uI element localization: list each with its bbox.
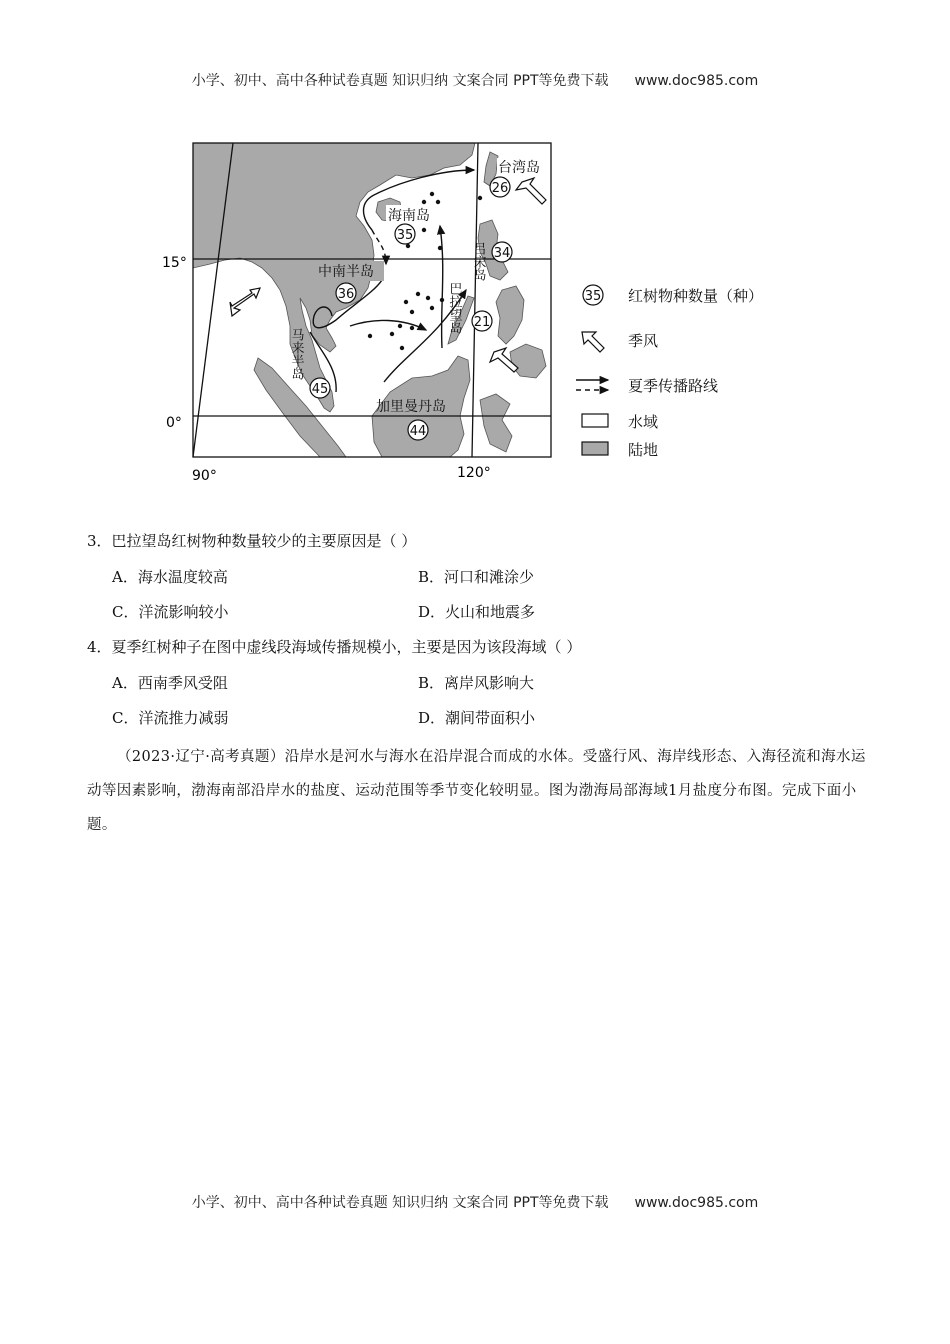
count-palawan: 21	[473, 315, 491, 330]
legend-water-icon	[582, 414, 608, 427]
label-palawan: 巴拉望岛	[446, 282, 462, 334]
question-4-option-c[interactable]: C．洋流推力减弱	[112, 709, 229, 727]
count-kalimantan: 44	[409, 424, 427, 439]
count-indochina: 36	[337, 287, 355, 302]
legend-circle-number: 35	[584, 289, 602, 304]
question-3-option-c[interactable]: C．洋流影响较小	[112, 603, 229, 621]
lat-label-0: 0°	[166, 415, 182, 431]
label-luzon: 吕宋岛	[470, 242, 486, 281]
question-4-option-b[interactable]: B．离岸风影响大	[418, 674, 535, 692]
label-malay: 马来半岛	[288, 328, 304, 380]
legend-route: 夏季传播路线	[628, 377, 719, 395]
passage-text: （2023·辽宁·高考真题）沿岸水是河水与海水在沿岸混合而成的水体。受盛行风、海岸线形态、入海径流和海水运动等因素影响，渤海南部沿岸水的盐度、运动范围等季节变化较明显。图为渤海局部海域1月盐度分布图。完成下面小题。	[87, 749, 866, 833]
label-indochina: 中南半岛	[318, 264, 374, 280]
lat-label-15: 15°	[162, 255, 187, 271]
question-4-option-d[interactable]: D．潮间带面积小	[418, 709, 536, 727]
label-kalimantan: 加里曼丹岛	[376, 399, 446, 415]
question-4-option-a[interactable]: A．西南季风受阻	[112, 674, 228, 692]
header-url[interactable]: www.doc985.com	[634, 73, 759, 89]
legend-water: 水域	[628, 413, 659, 431]
count-luzon: 34	[493, 246, 511, 261]
header-text: 小学、初中、高中各种试卷真题 知识归纳 文案合同 PPT等免费下载	[191, 73, 609, 89]
legend-species: 红树物种数量（种）	[628, 287, 764, 305]
lon-label-120: 120°	[457, 465, 491, 481]
label-hainan: 海南岛	[388, 208, 430, 224]
count-hainan: 35	[396, 228, 414, 243]
legend-monsoon: 季风	[628, 332, 659, 350]
count-malay: 45	[311, 382, 329, 397]
question-3-option-d[interactable]: D．火山和地震多	[418, 603, 536, 621]
lon-label-90: 90°	[192, 468, 217, 484]
page-footer	[0, 1192, 950, 1212]
page-header	[0, 70, 950, 90]
footer-url[interactable]: www.doc985.com	[634, 1195, 759, 1211]
question-3-option-a[interactable]: A．海水温度较高	[112, 568, 228, 586]
legend-land-icon	[582, 442, 608, 455]
map-legend	[576, 285, 763, 459]
count-taiwan: 26	[491, 181, 509, 196]
footer-text: 小学、初中、高中各种试卷真题 知识归纳 文案合同 PPT等免费下载	[191, 1195, 609, 1211]
legend-land: 陆地	[628, 441, 659, 459]
question-3-option-b[interactable]: B．河口和滩涂少	[418, 568, 535, 586]
mangrove-map-figure	[150, 130, 800, 490]
legend-monsoon-icon	[582, 332, 604, 352]
label-taiwan: 台湾岛	[498, 160, 540, 176]
question-4-stem: 4．夏季红树种子在图中虚线段海域传播规模小，主要是因为该段海域（ ）	[87, 638, 582, 656]
question-3-stem: 3．巴拉望岛红树物种数量较少的主要原因是（ ）	[87, 532, 417, 550]
